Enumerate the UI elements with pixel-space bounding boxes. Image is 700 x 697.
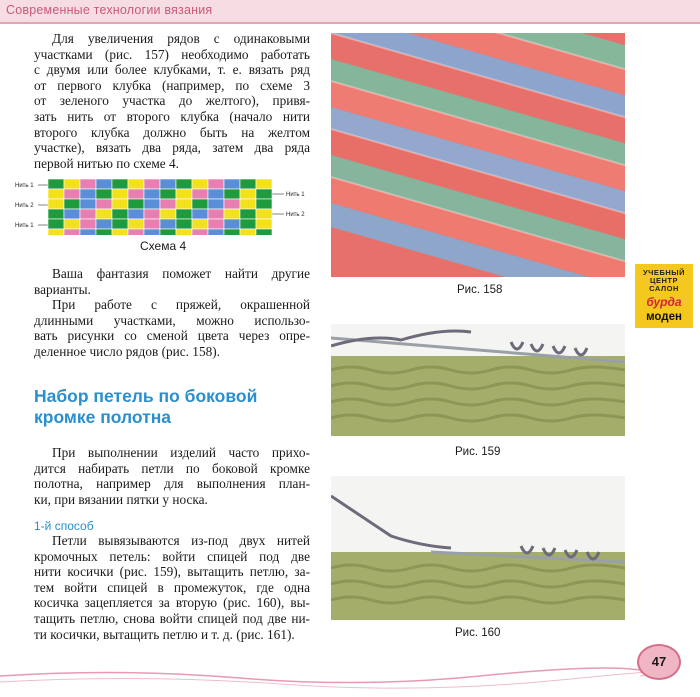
figure-caption-159: Рис. 159 xyxy=(455,446,501,458)
scheme-cell xyxy=(208,229,224,235)
text-line: При работе с пряжей, окрашенной xyxy=(52,297,310,313)
scheme-4-diagram xyxy=(12,175,312,235)
text-line: полотна, например для выполнения план- xyxy=(34,476,310,492)
scheme-cell xyxy=(208,219,224,229)
scheme-cell xyxy=(80,229,96,235)
scheme-cell xyxy=(256,199,272,209)
text-line: ки, при вязании пятки у носка. xyxy=(34,491,208,507)
scheme-cell xyxy=(64,189,80,199)
scheme-cell xyxy=(112,189,128,199)
scheme-cell xyxy=(192,179,208,189)
scheme-cell xyxy=(48,219,64,229)
fantasy-paragraph xyxy=(34,266,310,360)
scheme-cell xyxy=(112,199,128,209)
text-line: ти косички, вытащить петлю и т. д. (рис. 161). xyxy=(34,626,295,642)
scheme-cell xyxy=(176,209,192,219)
badge-brand: бурда xyxy=(646,295,682,309)
scheme-cell xyxy=(128,219,144,229)
scheme-cell xyxy=(144,209,160,219)
scheme-cell xyxy=(192,189,208,199)
section-heading xyxy=(34,386,324,428)
scheme-cell xyxy=(96,189,112,199)
scheme-cell xyxy=(48,229,64,235)
text-line: кромочных петель: войти спицей под две xyxy=(34,548,310,564)
scheme-cell xyxy=(48,189,64,199)
scheme-cell xyxy=(144,229,160,235)
scheme-cell xyxy=(64,209,80,219)
bottom-decoration xyxy=(0,646,700,697)
scheme-right-label: Нить 1 xyxy=(286,192,305,198)
scheme-cell xyxy=(48,209,64,219)
scheme-cell xyxy=(256,229,272,235)
text-line: Ваша фантазия поможет найти другие xyxy=(52,266,310,281)
scheme-cell xyxy=(240,209,256,219)
scheme-cell xyxy=(80,219,96,229)
scheme-cell xyxy=(224,189,240,199)
text-line: с двумя или более клубками, т. е. вязать ряд xyxy=(34,62,310,78)
knit-photo-158 xyxy=(331,33,625,277)
header-title: Современные технологии вязания xyxy=(6,3,213,17)
heading-line: Набор петель по боковой xyxy=(34,386,258,406)
scheme-left-label: Нить 1 xyxy=(15,223,34,229)
figure-caption-158: Рис. 158 xyxy=(457,284,503,296)
scheme-cell xyxy=(144,199,160,209)
scheme-cell xyxy=(160,219,176,229)
scheme-cell xyxy=(240,199,256,209)
scheme-cell xyxy=(128,229,144,235)
scheme-cell xyxy=(240,229,256,235)
scheme-cell xyxy=(112,179,128,189)
scheme-cell xyxy=(208,209,224,219)
scheme-cell xyxy=(144,189,160,199)
badge-brand-2: моден xyxy=(646,311,682,323)
scheme-cell xyxy=(96,219,112,229)
scheme-cell xyxy=(64,219,80,229)
scheme-cell xyxy=(224,229,240,235)
scheme-cell xyxy=(176,219,192,229)
scheme-cell xyxy=(144,179,160,189)
scheme-cell xyxy=(96,199,112,209)
header-divider xyxy=(0,22,700,24)
badge-line: УЧЕБНЫЙ xyxy=(643,268,685,277)
text-line: вать рисунки со сменой цвета через опре- xyxy=(34,328,310,344)
scheme-cell xyxy=(80,209,96,219)
scheme-left-label: Нить 1 xyxy=(15,183,34,189)
scheme-cell xyxy=(160,179,176,189)
text-line: Для увеличения рядов с одинаковыми xyxy=(52,31,310,46)
scheme-cell xyxy=(48,179,64,189)
scheme-cell xyxy=(176,199,192,209)
scheme-cell xyxy=(256,189,272,199)
text-line: от зеленого участка до желтого), привя- xyxy=(34,93,310,109)
scheme-cell xyxy=(240,179,256,189)
text-line: Петли вывязываются из-под двух нитей xyxy=(52,533,310,548)
text-line: второго клубка должно быть на желтом xyxy=(34,124,310,140)
scheme-cell xyxy=(208,179,224,189)
scheme-cell xyxy=(208,199,224,209)
text-line: деленное число рядов (рис. 158). xyxy=(34,343,221,359)
scheme-cell xyxy=(128,189,144,199)
text-line: дится набирать петли по боковой кромке xyxy=(34,460,310,476)
scheme-cell xyxy=(112,219,128,229)
scheme-cell xyxy=(96,179,112,189)
text-line: тащить петлю, снова войти спицей под две ни- xyxy=(34,610,310,626)
scheme-cell xyxy=(64,179,80,189)
badge-line: ЦЕНТР xyxy=(650,276,678,285)
page-header xyxy=(0,0,700,22)
burda-badge xyxy=(635,264,693,328)
scheme-cell xyxy=(240,219,256,229)
scheme-cell xyxy=(176,179,192,189)
scheme-cell xyxy=(144,219,160,229)
scheme-cell xyxy=(112,229,128,235)
scheme-cell xyxy=(80,179,96,189)
scheme-cell xyxy=(80,189,96,199)
scheme-caption: Схема 4 xyxy=(140,239,187,253)
intro-paragraph xyxy=(34,31,310,171)
text-line: тем войти спицей в промежуток, где одна xyxy=(34,579,310,595)
scheme-cell xyxy=(80,199,96,209)
scheme-cell xyxy=(96,229,112,235)
scheme-cell xyxy=(112,209,128,219)
scheme-cell xyxy=(176,229,192,235)
scheme-cell xyxy=(192,229,208,235)
scheme-cell xyxy=(64,199,80,209)
text-line: участками (рис. 157) необходимо работать xyxy=(34,46,310,62)
scheme-cell xyxy=(96,209,112,219)
knit-photo-159 xyxy=(331,324,625,436)
section-paragraph xyxy=(34,445,310,507)
scheme-cell xyxy=(176,189,192,199)
scheme-right-label: Нить 2 xyxy=(286,212,305,218)
scheme-cell xyxy=(128,179,144,189)
scheme-cell xyxy=(256,219,272,229)
text-line: от первого клубка (например, по схеме 3 xyxy=(34,77,310,93)
scheme-cell xyxy=(256,179,272,189)
scheme-cell xyxy=(192,199,208,209)
scheme-cell xyxy=(224,179,240,189)
scheme-cell xyxy=(240,189,256,199)
scheme-cell xyxy=(160,229,176,235)
text-line: косичка зацепляется за вторую (рис. 160), вы- xyxy=(34,595,310,611)
text-line: участке), вязать два ряда, затем два ряда xyxy=(34,140,310,156)
scheme-cell xyxy=(208,189,224,199)
knit-photo-160 xyxy=(331,476,625,620)
text-line: первой нитью по схеме 4. xyxy=(34,155,179,171)
method-paragraph xyxy=(34,533,310,642)
scheme-left-label: Нить 2 xyxy=(15,203,34,209)
scheme-cell xyxy=(256,209,272,219)
scheme-cell xyxy=(160,189,176,199)
text-line: длинными участками, можно использо- xyxy=(34,312,310,328)
text-line: зать нить от второго клубка (начало нити xyxy=(34,108,310,124)
scheme-grid xyxy=(48,179,272,235)
scheme-cell xyxy=(192,219,208,229)
text-line: нити косички (рис. 159), вытащить петлю, за- xyxy=(34,564,310,580)
scheme-cell xyxy=(224,199,240,209)
scheme-cell xyxy=(160,199,176,209)
heading-line: кромке полотна xyxy=(34,407,172,427)
scheme-cell xyxy=(160,209,176,219)
scheme-cell xyxy=(192,209,208,219)
scheme-cell xyxy=(128,199,144,209)
text-line: При выполнении изделий часто прихо- xyxy=(52,445,310,460)
badge-line: САЛОН xyxy=(649,284,679,293)
scheme-cell xyxy=(224,219,240,229)
scheme-cell xyxy=(64,229,80,235)
text-line: варианты. xyxy=(34,281,91,297)
scheme-cell xyxy=(224,209,240,219)
scheme-cell xyxy=(48,199,64,209)
method-title: 1-й способ xyxy=(34,519,94,533)
scheme-cell xyxy=(128,209,144,219)
page-number: 47 xyxy=(637,644,681,680)
figure-caption-160: Рис. 160 xyxy=(455,627,501,639)
